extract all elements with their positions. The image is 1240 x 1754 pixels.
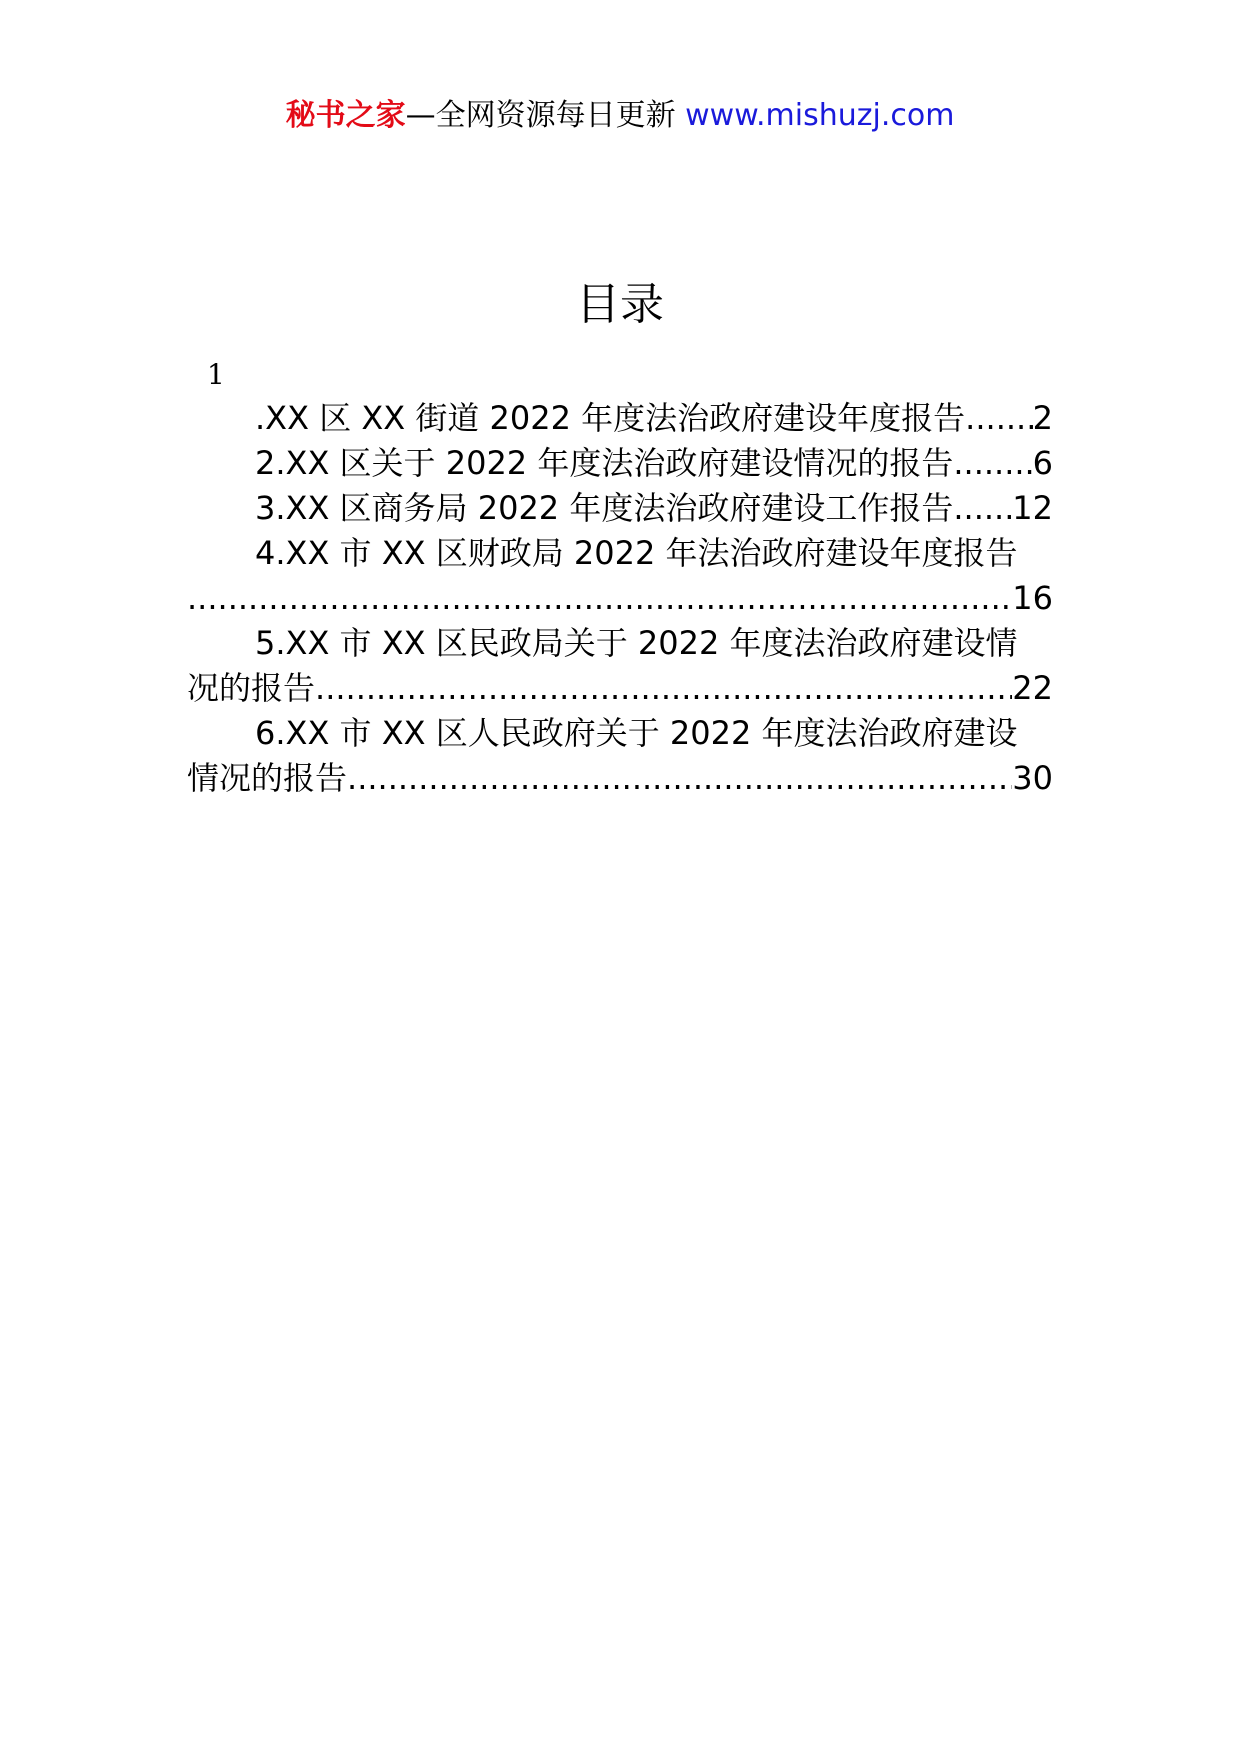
toc-page-number: 2 [1032,399,1053,437]
toc-entry-2[interactable] [187,441,1053,486]
toc-leader-dots [953,441,1032,486]
toc-entry-1[interactable] [187,396,1053,441]
toc-leader-dots [315,666,1012,711]
toc-entry-3[interactable] [187,486,1053,531]
toc-entry-4[interactable] [187,531,1053,621]
toc-entry-title: .XX 区 XX 街道 2022 年度法治政府建设年度报告 [255,399,966,437]
toc-entry-6[interactable] [187,711,1053,801]
toc-entry-title: 2.XX 区关于 2022 年度法治政府建设情况的报告 [255,444,954,482]
header-slogan: —全网资源每日更新 [405,98,686,133]
toc-page-number: 16 [1012,579,1053,617]
brand-name: 秘书之家 [285,98,406,133]
toc-leader-dots [953,486,1012,531]
toc-entry-title: 3.XX 区商务局 2022 年度法治政府建设工作报告 [255,489,954,527]
toc-page-number: 30 [1012,759,1053,797]
toc-page-number: 6 [1032,444,1053,482]
toc-entry-5[interactable] [187,621,1053,711]
toc-page-number: 12 [1012,489,1053,527]
page-header [0,96,1240,136]
toc-page-number: 22 [1012,669,1053,707]
toc-entry-title-line1: 6.XX 市 XX 区人民政府关于 2022 年度法治政府建设 [255,714,1018,752]
toc-stray-number: 1 [207,358,225,391]
toc-entry-title-line1: 5.XX 市 XX 区民政局关于 2022 年度法治政府建设情 [255,624,1018,662]
toc-entry-title-line2: 况的报告 [187,669,316,707]
header-url[interactable]: www.mishuzj.com [685,98,955,133]
toc-entry-title: 4.XX 市 XX 区财政局 2022 年法治政府建设年度报告 [255,534,1018,572]
toc-leader-dots [187,576,1012,621]
toc-entry-title-line2: 情况的报告 [187,759,348,797]
toc-leader-dots [965,396,1032,441]
toc-title: 目录 [576,279,664,330]
table-of-contents [187,396,1053,801]
toc-leader-dots [347,756,1012,801]
